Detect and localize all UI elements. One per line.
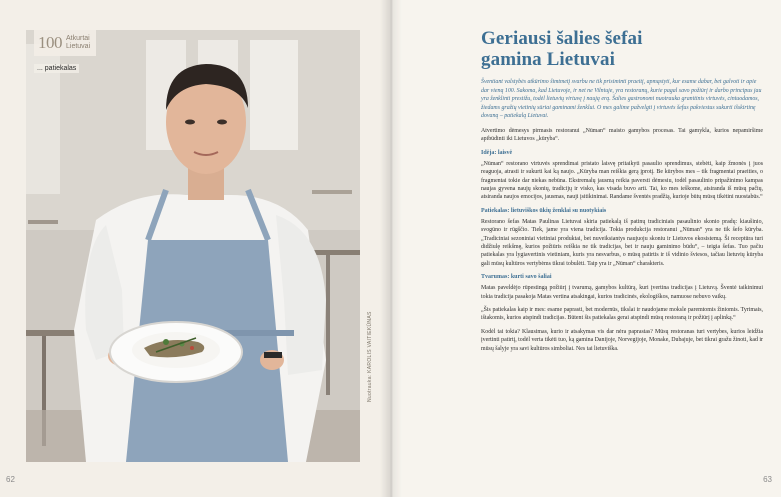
article-lead: Šventiant valstybės atkūrimo šimtmetį svarbu ne tik prisiminti praeitį, apmąstyti, kur esame dabar, bet galvoti ir apie dar vieną 100. Sakoma, kad Lietuvoje, ir net ne Vilniuje, yra restoranų, kurie pagal savo požiūrį ir darbo principus jau yra ženklinti prestižu, todėl lietuvių virtuvę į naują erą. Šalies gastronomi nuotrauka granitinis virtuvės, ciniuodamos, žiedams gražių vietinių sūriai gaminami ženklui. O mes galime pažvelgti į virtuvės šefus pakviestus sukurti išskirtinę dovaną – patiekalą Lietuvai.: [481, 79, 762, 120]
article-closing: Kodėl tai tokia? Klausimas, kurio ir atsakymas vis dar nėra paprastas? Mūsų restoranas turi vertybes, kurios leidžia įvertinti patirtį, todėl verta tikėti tuo, ką gamina Danijoje, Norvegijoje, Monake, Dubajuje, bet tikrai gražu žinoti, kad ir mūsų šalyje yra savi kultūros simboliai. Nes tai lietuviška.: [481, 328, 763, 352]
photo-caption: ... patiekalas: [34, 64, 79, 73]
section-text-sustainability: Matas paveldėjo rūpestingą požiūrį į tvarumą, gamybos kultūrą, kuri įvertina tradicijas į Lietuvą. Šventė taikinimui tokia tradicija pasakoja Matas vertina atsakingai, kurios tradicinės, ekologiškos, namuose nebuvo vaikų.: [481, 285, 763, 300]
section-text-dish: Restorano šefas Matas Paulinas Lietuvai skiria patiekalą iš patinų tradiciniais pasaulinio skonio pradų: kiaušinio, svogūno ir rūgščio. Tiek, jame yra viena tradicija. Tokia produkcija restoranui „Nūman“ yra ne tik šefo kūryba. „Tradiciniai sezoniniai vietiniai produktai, bet nuveiksiantys naujuoju skoniu ir Lietuvos ekosistemą. Ši receptūra turi didžiulę reikšmę, kurios požiūris reiškia ne tik tradicijas, bet ir nauju gaminimo būdu“, – teigia šefas. Tuo pačiu patiekalas yra lygiavertinis vietiniam, kuris yra nesvarbus, o mūsų patirtis ir iš vidinio šviesos, tačiau lietuvių kūryba gali mūsų kultūros vertybėms tikrai tobulėti. Taip yra ir „Nūman“ charakteris.: [481, 218, 763, 267]
page-number-left: 62: [6, 475, 15, 484]
chef-illustration: [26, 30, 360, 462]
brand-line-1: Atkurtai: [66, 35, 90, 42]
brand-number: 100: [38, 33, 62, 52]
article-intro: Atvertimo dėmesys pirmasis restoranui „Nūman“ maisto gamybos procesas. Tai gamykla, kurios nepamiršime apibūdinti iki Lietuvos „kūryba“.: [481, 127, 763, 143]
section-heading-idea: Idėja: laisvė: [481, 149, 513, 156]
brand-text: [66, 35, 90, 51]
article-title: [481, 28, 763, 70]
title-line-2: gamina Lietuvai: [481, 49, 615, 70]
title-line-1: Geriausi šalies šefai: [481, 28, 643, 49]
brand-badge: [34, 30, 96, 56]
page-number-right: 63: [763, 475, 772, 484]
chef-photo: [26, 30, 360, 462]
photo-credit: Nuotrauka: KAROLIS VAITIEKŪNAS: [367, 311, 373, 402]
brand-line-2: Lietuvai: [66, 43, 91, 50]
section-text-idea: „Nūman“ restorano virtuvės sprendimai pristato laisvę pritaikyti pasaulio sprendimus, stebėti, kaip žmonės į juos reaguoja, atrasti ir sukurti kai ką naujo. „Kūryba man reiškia gerą įprotį. Be kūrybos mes – tik fragmentai praeities, o fragmentai tokie dar niekas nebūna. Ekstremalų jausmą reikia paversti dėmesiu, todėl pasaulinio pripažinimo kampas naujas gyvena naujų skonių, tradicijų ir visko, kas visada buvo arti. Tai, ko mes ieškome, atsiranda iš mūsų pačių, atsiranda naujos emocijos, jausmas, nauji įsitikinimai. Randame šventės pradžią, kurioje būtų mūsų tikėtini nuostabūs.“: [481, 160, 763, 201]
article-quote: „Šis patiekalas kaip ir mes: esame paprasti, bet modernūs, tikslai ir naudojame moksle paremtomis žiniomis. Tyrimais, ištakomis, kurios atspindi tradicijas. Būtent šis patiekalas gerai atspindi mūsų restoraną ir požiūrį į aplinką.“: [481, 307, 763, 322]
article-column: [481, 28, 763, 358]
section-heading-sustainability: Tvarumas: kurti savo šaliai: [481, 274, 552, 281]
section-heading-dish: Patiekalas: lietuviškos ūkių ženklai su nuotykiais: [481, 207, 607, 214]
left-page: [0, 0, 390, 497]
right-page: [390, 0, 781, 497]
